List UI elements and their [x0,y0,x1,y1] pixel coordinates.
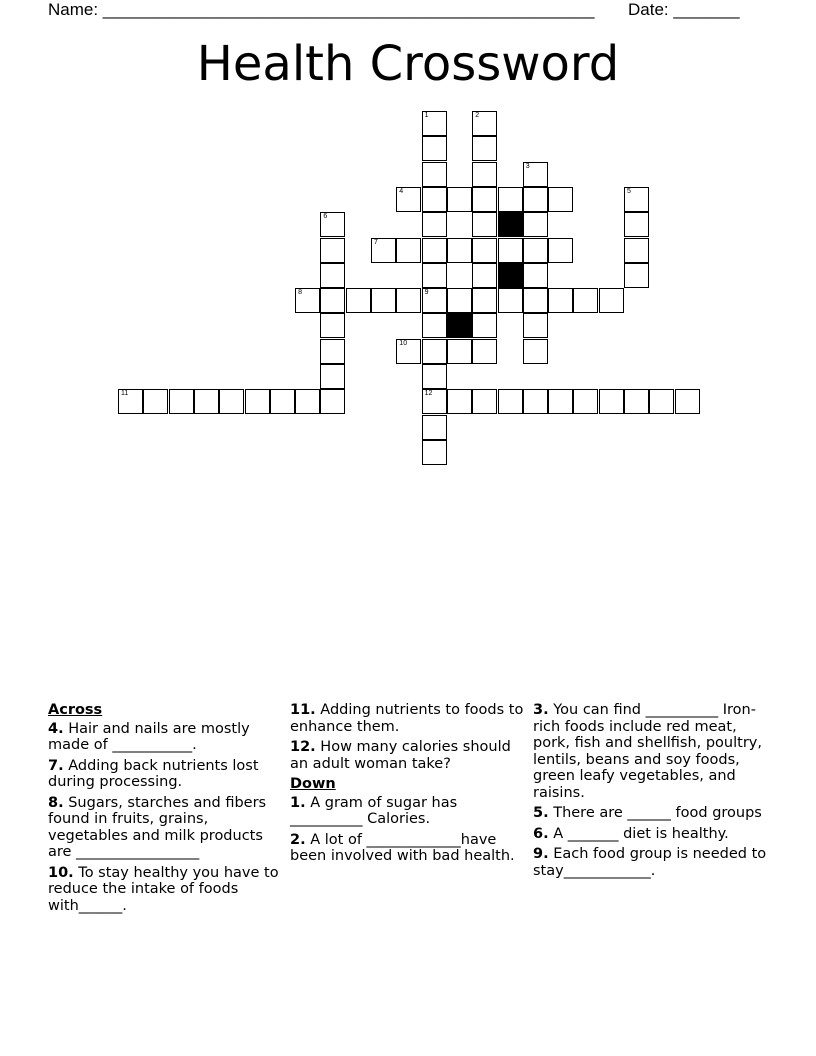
crossword-cell[interactable] [422,263,447,288]
crossword-cell[interactable] [422,415,447,440]
clue-down-3 [533,702,773,801]
crossword-cell[interactable] [447,187,472,212]
crossword-cell[interactable] [498,187,523,212]
across-heading: Across [48,702,103,718]
clue-number: 1. [290,794,306,811]
crossword-cell[interactable] [295,288,320,313]
crossword-cell[interactable] [472,288,497,313]
clue-number: 3. [533,702,549,718]
clues-column-2 [290,702,530,869]
cell-number: 10 [399,339,408,347]
crossword-cell[interactable] [320,339,345,364]
crossword-cell[interactable] [320,263,345,288]
crossword-cell[interactable] [523,212,548,237]
cell-number: 8 [298,289,302,297]
date-line[interactable]: Date: _______ [628,0,740,19]
clue-across-4 [48,721,286,754]
clue-text: Adding back nutrients lost during processing. [48,757,259,790]
crossword-cell[interactable] [320,212,345,237]
crossword-cell[interactable] [422,364,447,389]
crossword-cell[interactable] [472,187,497,212]
clue-text: You can find __________ Iron-rich foods include red meat, pork, fish and shellfish, poultry, lentils, beans and soy foods, green leafy vegetables, and raisins. [533,702,762,801]
blocked-cell [498,212,523,237]
clues-column-1 [48,702,286,918]
clue-number: 6. [533,825,549,842]
cell-number: 12 [424,390,433,398]
crossword-cell[interactable] [447,389,472,414]
crossword-cell[interactable] [396,238,421,263]
cell-number: 2 [475,112,480,119]
crossword-cell[interactable] [624,389,649,414]
clue-number: 10. [48,864,74,881]
crossword-cell[interactable] [422,339,447,364]
crossword-cell[interactable] [422,212,447,237]
crossword-cell[interactable] [396,288,421,313]
crossword-cell[interactable] [472,389,497,414]
crossword-cell[interactable] [320,364,345,389]
crossword-cell[interactable] [523,187,548,212]
crossword-cell[interactable] [548,187,573,212]
crossword-cell[interactable] [320,238,345,263]
crossword-cell[interactable] [320,389,345,414]
crossword-cell[interactable] [624,238,649,263]
clue-text: Each food group is needed to stay____________. [533,846,767,879]
cell-number: 6 [323,213,328,221]
cell-number: 7 [374,238,378,246]
clue-across-12 [290,739,530,772]
crossword-cell[interactable] [649,389,674,414]
clue-across-10 [48,865,286,915]
crossword-cell[interactable] [422,111,447,136]
cell-number: 1 [424,112,429,119]
clue-across-7 [48,758,286,791]
crossword-cell[interactable] [422,238,447,263]
crossword-cell[interactable] [320,313,345,338]
clue-down-2 [290,832,530,865]
crossword-cell[interactable] [498,238,523,263]
crossword-cell[interactable] [320,288,345,313]
crossword-cell[interactable] [422,136,447,161]
clue-text: How many calories should an adult woman take? [290,739,511,772]
crossword-cell[interactable] [422,440,447,465]
crossword-cell[interactable] [599,288,624,313]
crossword-cell[interactable] [194,389,219,414]
clue-number: 2. [290,831,306,848]
clue-text: A lot of _____________have been involved with bad health. [290,831,515,864]
clue-text: There are ______ food groups [553,805,762,821]
crossword-cell[interactable] [624,263,649,288]
crossword-cell[interactable] [523,339,548,364]
crossword-cell[interactable] [422,389,447,414]
crossword-cell[interactable] [472,339,497,364]
clue-text: Adding nutrients to foods to enhance them. [290,702,524,735]
clue-down-6 [533,826,773,843]
clue-text: A _______ diet is healthy. [553,825,729,842]
clue-text: A gram of sugar has __________ Calories. [290,794,458,827]
cell-number: 11 [121,390,129,398]
crossword-cell[interactable] [371,238,396,263]
clue-down-5 [533,805,773,822]
crossword-cell[interactable] [118,389,143,414]
crossword-cell[interactable] [624,187,649,212]
clue-number: 11. [290,702,316,718]
clue-number: 8. [48,794,64,811]
crossword-cell[interactable] [422,162,447,187]
crossword-cell[interactable] [523,288,548,313]
crossword-cell[interactable] [396,339,421,364]
crossword-cell[interactable] [498,288,523,313]
blocked-cell [498,263,523,288]
crossword-cell[interactable] [523,263,548,288]
clue-across-8 [48,795,286,861]
crossword-cell[interactable] [422,288,447,313]
clues-column-3 [533,702,773,883]
crossword-cell[interactable] [270,389,295,414]
crossword-cell[interactable] [472,162,497,187]
crossword-cell[interactable] [346,288,371,313]
clue-number: 12. [290,739,316,755]
clue-text: Sugars, starches and fibers found in fruits, grains, vegetables and milk products are _________________ [48,794,267,860]
crossword-cell[interactable] [573,288,598,313]
crossword-cell[interactable] [371,288,396,313]
crossword-cell[interactable] [624,212,649,237]
crossword-cell[interactable] [523,313,548,338]
crossword-cell[interactable] [447,288,472,313]
crossword-cell[interactable] [472,238,497,263]
crossword-cell[interactable] [472,136,497,161]
page-title: Health Crossword [196,36,620,92]
clue-number: 5. [533,805,549,821]
crossword-cell[interactable] [422,187,447,212]
crossword-cell[interactable] [498,389,523,414]
blocked-cell [447,313,472,338]
crossword-cell[interactable] [548,389,573,414]
crossword-cell[interactable] [472,111,497,136]
clue-text: To stay healthy you have to reduce the intake of foods with______. [48,864,279,914]
crossword-cell[interactable] [675,389,700,414]
clue-down-1 [290,795,530,828]
crossword-cell[interactable] [573,389,598,414]
crossword-cell[interactable] [422,313,447,338]
clue-text: Hair and nails are mostly made of ___________. [48,720,250,753]
crossword-cell[interactable] [169,389,194,414]
cell-number: 5 [627,187,631,195]
crossword-cell[interactable] [472,263,497,288]
cell-number: 9 [424,289,429,297]
clue-number: 9. [533,846,549,862]
crossword-cell[interactable] [219,389,244,414]
crossword-cell[interactable] [523,238,548,263]
cell-number: 4 [399,187,404,195]
crossword-cell[interactable] [447,339,472,364]
crossword-cell[interactable] [523,389,548,414]
crossword-cell[interactable] [396,187,421,212]
crossword-cell[interactable] [295,389,320,414]
crossword-cell[interactable] [523,162,548,187]
cell-number: 3 [525,162,530,170]
crossword-cell[interactable] [447,238,472,263]
clue-number: 4. [48,720,64,737]
crossword-cell[interactable] [472,212,497,237]
crossword-cell[interactable] [599,389,624,414]
crossword-cell[interactable] [143,389,168,414]
crossword-cell[interactable] [472,313,497,338]
down-heading: Down [290,776,336,792]
crossword-cell[interactable] [548,238,573,263]
crossword-cell[interactable] [548,288,573,313]
crossword-grid [0,0,816,480]
clue-down-9 [533,846,773,879]
clue-across-11 [290,702,530,735]
clue-number: 7. [48,757,64,774]
name-line[interactable]: Name: ____________________________________________________ [48,0,595,19]
crossword-cell[interactable] [245,389,270,414]
